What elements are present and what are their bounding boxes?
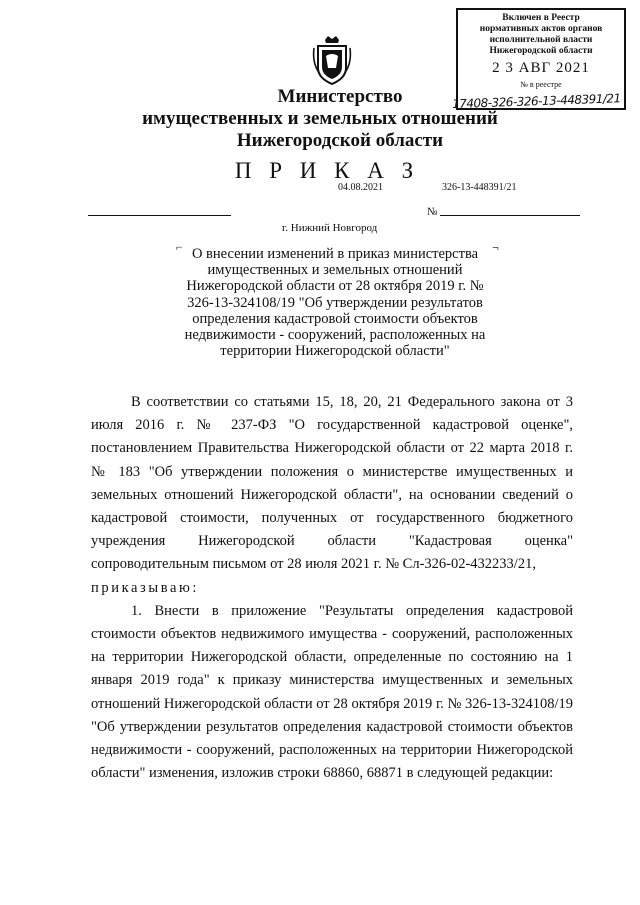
coat-of-arms-icon	[312, 34, 352, 86]
stamp-line-2: нормативных актов органов	[479, 24, 603, 34]
body-paragraph-1: В соответствии со статьями 15, 18, 20, 21 Федерального закона от 3 июля 2016 г. № 237-ФЗ "О государственной кадастровой оценке", постановлением Правительства Нижегородской области от 22 марта 2018 г. № 183 "Об утверждении положения о министерстве имущественных и земельных отношений Нижегородской области", на основании сведений о кадастровой стоимости, полученных от государственного бюджетного учреждения Нижегородской области "Кадастровая оценка" сопроводительным письмом от 28 июля 2021 г. № Сл-326-02-432233/21,	[91, 394, 573, 573]
stamp-line-1: Включен в Реестр	[502, 13, 580, 23]
ministry-name-line-1: Министерство	[277, 86, 403, 107]
ministry-name-line-3: Нижегородской области	[236, 130, 444, 151]
stamp-regno-label: № в реестре	[520, 80, 562, 89]
stamp-date: 2 3 АВГ 2021	[492, 60, 590, 76]
stamp-line-4: Нижегородской области	[489, 46, 593, 56]
orders-word: приказываю:	[91, 579, 200, 596]
stamp-line-3: исполнительной власти	[489, 35, 593, 45]
ministry-name-line-2: имущественных и земельных отношений	[142, 108, 498, 129]
order-body	[91, 391, 573, 785]
handwritten-registry-number: 17408-326-326-13-448391/21	[451, 91, 621, 112]
subject-corner-right: ¬	[492, 240, 499, 254]
body-paragraph-2: 1. Внести в приложение "Результаты определения кадастровой стоимости объектов недвижимого имущества - сооружений, расположенных на территории Нижегородской области, определенные по состоянию на 1 января 2019 года" к приказу министерства имущественных и земельных отношений Нижегородской области от 28 октября 2019 г. № 326-13-324108/19 "Об утверждении результатов определения кадастровой стоимости объектов недвижимости - сооружений, расположенных на территории Нижегородской области" изменения, изложив строки 68860, 68871 в следующей редакции:	[91, 602, 573, 782]
number-sign: №	[427, 206, 438, 218]
city: г. Нижний Новгород	[282, 222, 378, 234]
order-subject: О внесении изменений в приказ министерства имущественных и земельных отношений Нижегородской области от 28 октября 2019 г. № 326-13-324108/19 "Об утверждении результатов определения кадастровой стоимости объектов недвижимости - сооружений, расположенных на территории Нижегородской области"	[184, 246, 486, 360]
document-type-title: П Р И К А З	[234, 158, 420, 183]
order-number: 326-13-448391/21	[442, 182, 517, 193]
date-line	[88, 215, 231, 216]
order-date: 04.08.2021	[338, 182, 383, 193]
subject-corner-left: ⌐	[176, 240, 183, 254]
number-line	[440, 215, 580, 216]
